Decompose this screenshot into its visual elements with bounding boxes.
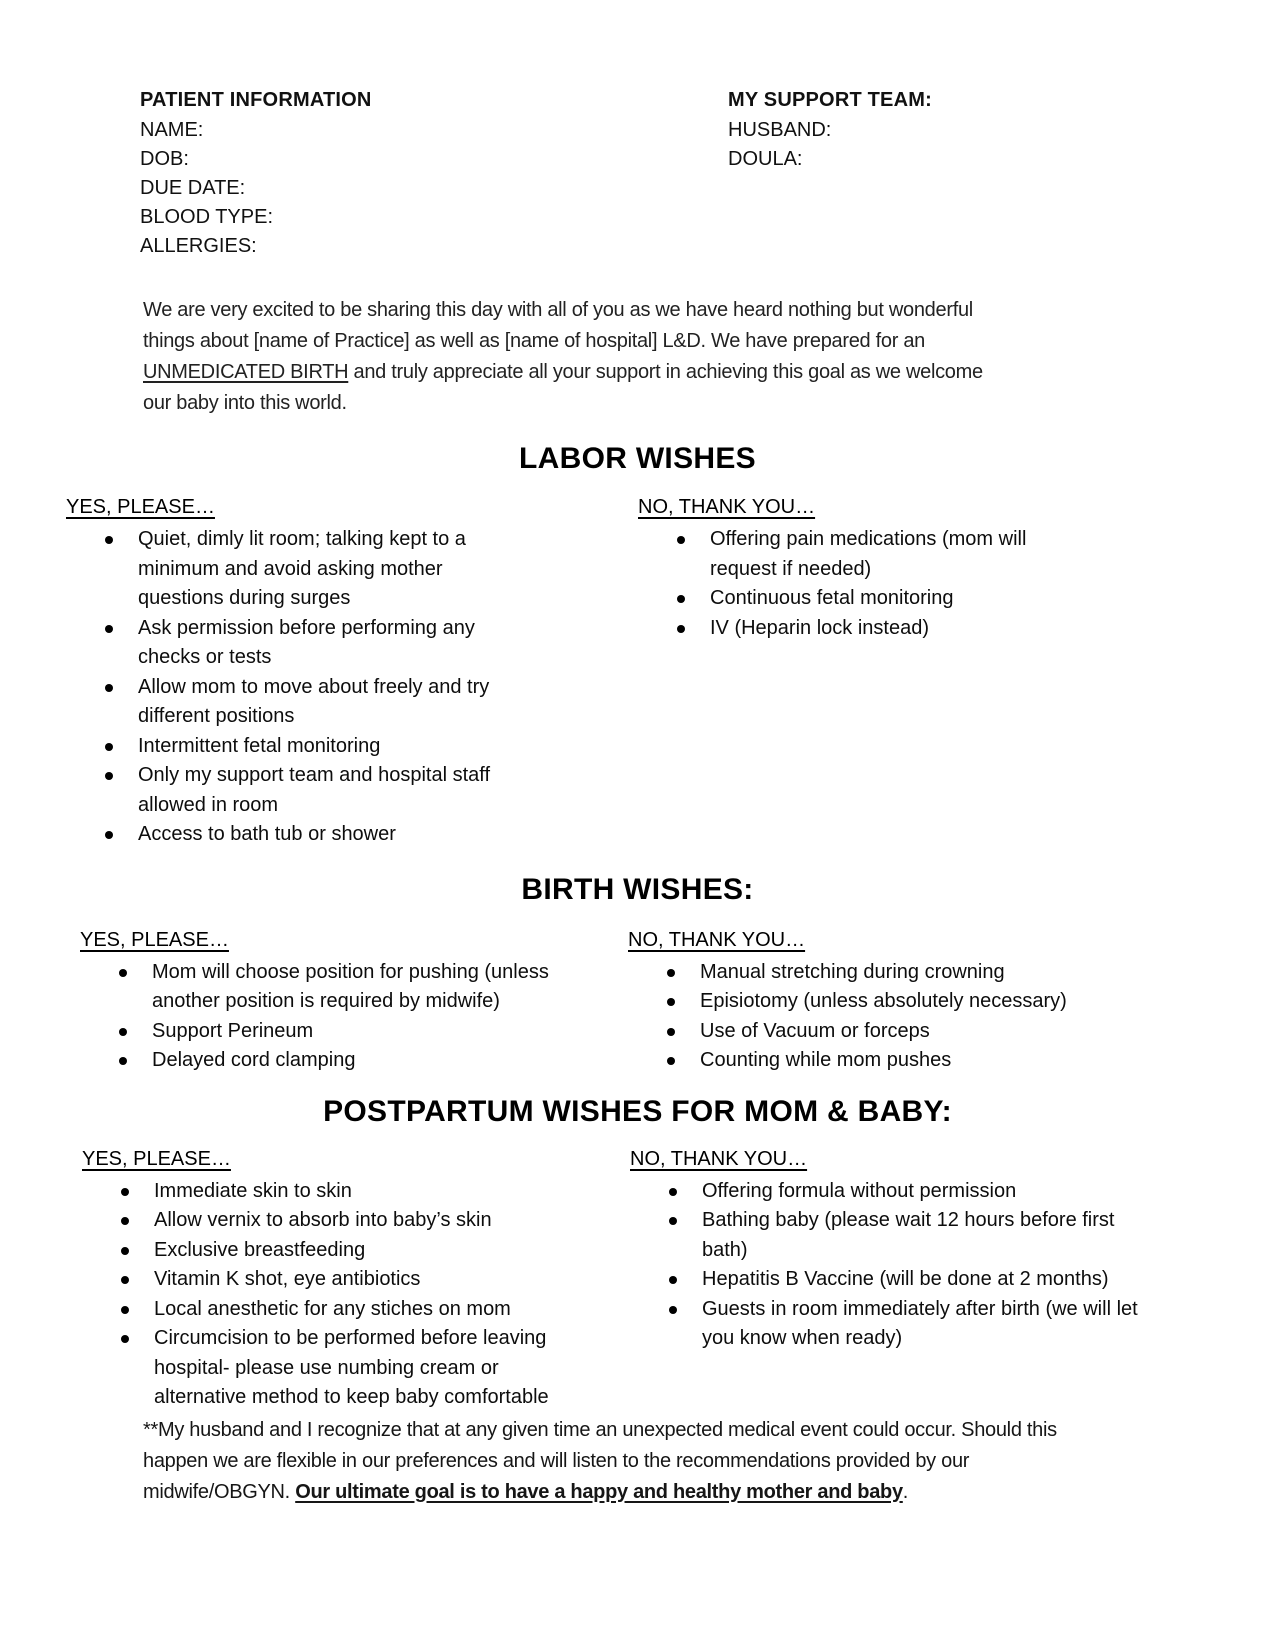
birth-wishes-columns bbox=[0, 928, 1275, 1076]
support-field-label: HUSBAND: bbox=[728, 119, 832, 141]
labor-no-column bbox=[637, 495, 1275, 850]
birth-yes-item: Mom will choose position for pushing (unless another position is required by midwife) bbox=[152, 958, 582, 1017]
postpartum-yes-item: Local anesthetic for any stiches on mom bbox=[154, 1295, 584, 1325]
birth-no-item: Use of Vacuum or forceps bbox=[700, 1017, 1120, 1047]
intro-text-before: We are very excited to be sharing this day with all of you as we have heard nothing but wonderful things about [name of Practice] as well as [name of hospital] L&D. We have prepared for an bbox=[143, 299, 973, 352]
labor-wishes-title: LABOR WISHES bbox=[519, 442, 756, 475]
birth-yes-column bbox=[0, 928, 628, 1076]
postpartum-no-list bbox=[630, 1177, 1147, 1354]
birth-no-item: Manual stretching during crowning bbox=[700, 958, 1120, 988]
birth-yes-please-label: YES, PLEASE… bbox=[80, 928, 229, 951]
birth-wishes-title: BIRTH WISHES: bbox=[521, 872, 754, 906]
disclaimer-emphasized-goal: Our ultimate goal is to have a happy and healthy mother and baby bbox=[295, 1480, 903, 1503]
postpartum-no-item: Offering formula without permission bbox=[702, 1177, 1147, 1207]
postpartum-wishes-columns bbox=[0, 1147, 1275, 1413]
birth-no-item: Episiotomy (unless absolutely necessary) bbox=[700, 987, 1120, 1017]
birth-yes-list bbox=[80, 958, 582, 1076]
patient-field-label: DUE DATE: bbox=[140, 177, 246, 199]
postpartum-yes-item: Exclusive breastfeeding bbox=[154, 1236, 584, 1266]
postpartum-yes-item: Vitamin K shot, eye antibiotics bbox=[154, 1265, 584, 1295]
postpartum-no-item: Hepatitis B Vaccine (will be done at 2 months) bbox=[702, 1265, 1147, 1295]
labor-yes-item: Ask permission before performing any checks or tests bbox=[138, 614, 528, 673]
birth-no-thank-you-label: NO, THANK YOU… bbox=[628, 928, 806, 951]
labor-yes-item: Quiet, dimly lit room; talking kept to a minimum and avoid asking mother questions during surges bbox=[138, 525, 528, 614]
patient-field-label: BLOOD TYPE: bbox=[140, 206, 274, 228]
labor-no-list bbox=[638, 525, 1070, 643]
postpartum-yes-item: Allow vernix to absorb into baby’s skin bbox=[154, 1206, 584, 1236]
postpartum-yes-column bbox=[0, 1147, 630, 1413]
birth-yes-item: Delayed cord clamping bbox=[152, 1046, 582, 1076]
labor-wishes-columns bbox=[0, 495, 1275, 850]
patient-field-label: NAME: bbox=[140, 119, 204, 141]
labor-yes-column bbox=[0, 495, 637, 850]
disclaimer-text: **My husband and I recognize that at any given time an unexpected medical event could occur. Should this happen we are flexible in our preferences and will listen to the recommendations provided by our midwife/OBGYN. bbox=[143, 1418, 1057, 1503]
postpartum-yes-item: Immediate skin to skin bbox=[154, 1177, 584, 1207]
labor-yes-list bbox=[66, 525, 528, 850]
section-labor-wishes bbox=[0, 441, 1275, 850]
birth-no-item: Counting while mom pushes bbox=[700, 1046, 1120, 1076]
postpartum-wishes-title: POSTPARTUM WISHES FOR MOM & BABY: bbox=[323, 1094, 952, 1128]
patient-information-fields bbox=[140, 116, 728, 261]
postpartum-yes-please-label: YES, PLEASE… bbox=[82, 1147, 231, 1170]
labor-yes-item: Allow mom to move about freely and try different positions bbox=[138, 673, 528, 732]
intro-text-after: and truly appreciate all your support in achieving this goal as we welcome our baby into this world. bbox=[143, 361, 983, 414]
disclaimer-paragraph bbox=[143, 1415, 1073, 1508]
labor-no-item: IV (Heparin lock instead) bbox=[710, 614, 1070, 644]
support-team-fields bbox=[728, 116, 932, 174]
labor-yes-item: Intermittent fetal monitoring bbox=[138, 732, 528, 762]
intro-paragraph bbox=[143, 295, 1003, 419]
disclaimer-period: . bbox=[902, 1480, 909, 1503]
postpartum-yes-item: Circumcision to be performed before leaving hospital- please use numbing cream or alternative method to keep baby comfortable bbox=[154, 1324, 584, 1413]
document-header bbox=[0, 0, 1275, 261]
postpartum-no-column bbox=[630, 1147, 1275, 1413]
labor-yes-item: Only my support team and hospital staff allowed in room bbox=[138, 761, 528, 820]
patient-field-label: DOB: bbox=[140, 148, 189, 170]
support-field-label: DOULA: bbox=[728, 148, 803, 170]
support-team-title: MY SUPPORT TEAM: bbox=[728, 89, 932, 111]
postpartum-no-item: Guests in room immediately after birth (we will let you know when ready) bbox=[702, 1295, 1147, 1354]
section-birth-wishes bbox=[0, 872, 1275, 1076]
birth-no-list bbox=[628, 958, 1120, 1076]
postpartum-no-item: Bathing baby (please wait 12 hours before first bath) bbox=[702, 1206, 1147, 1265]
section-postpartum-wishes bbox=[0, 1094, 1275, 1413]
labor-yes-please-label: YES, PLEASE… bbox=[66, 496, 215, 518]
birth-no-column bbox=[628, 928, 1275, 1076]
labor-no-item: Continuous fetal monitoring bbox=[710, 584, 1070, 614]
patient-field-label: ALLERGIES: bbox=[140, 235, 257, 257]
postpartum-no-thank-you-label: NO, THANK YOU… bbox=[630, 1147, 808, 1170]
labor-no-item: Offering pain medications (mom will request if needed) bbox=[710, 525, 1070, 584]
patient-information-title: PATIENT INFORMATION bbox=[140, 89, 372, 111]
birth-yes-item: Support Perineum bbox=[152, 1017, 582, 1047]
labor-no-thank-you-label: NO, THANK YOU… bbox=[638, 496, 816, 518]
labor-yes-item: Access to bath tub or shower bbox=[138, 820, 528, 850]
postpartum-yes-list bbox=[82, 1177, 584, 1413]
intro-underlined-phrase: UNMEDICATED BIRTH bbox=[143, 361, 349, 383]
patient-information-block bbox=[140, 84, 728, 261]
support-team-block bbox=[728, 84, 932, 261]
